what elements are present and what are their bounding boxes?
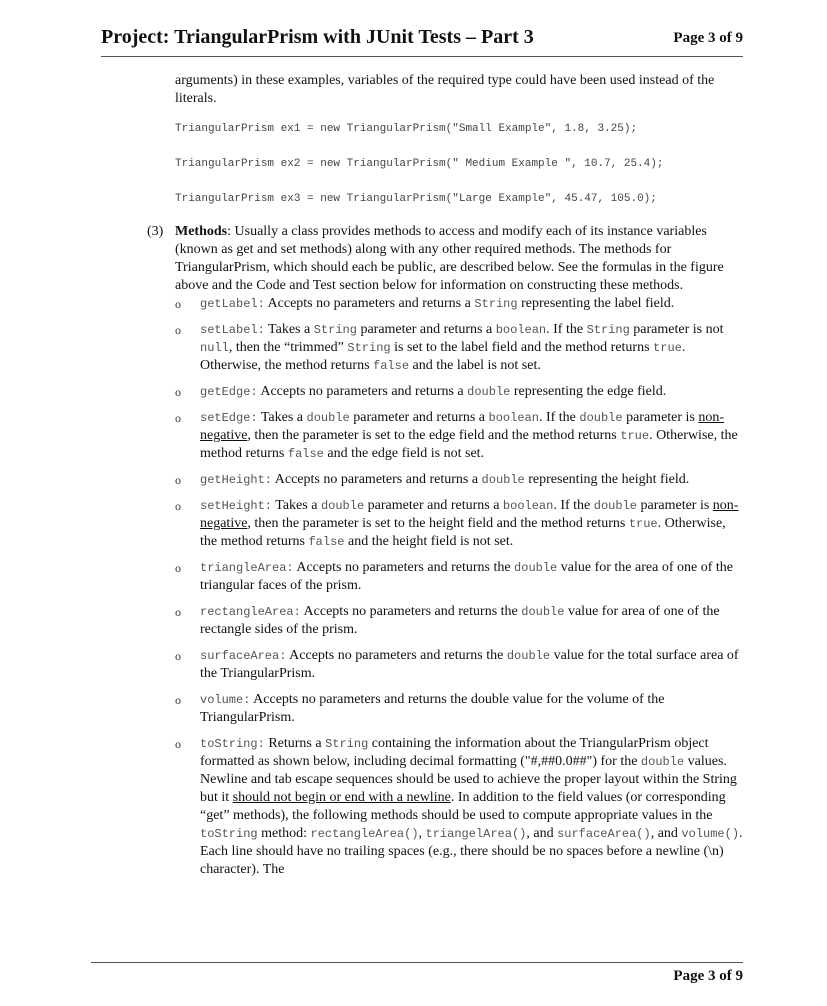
code-line: TriangularPrism ex1 = new TriangularPrism("Small Example", 1.8, 3.25); [175, 123, 638, 135]
text: , then the “trimmed” [228, 340, 348, 355]
code-term: triangelArea() [425, 827, 527, 841]
section-title: Methods [175, 224, 228, 239]
method-item-surfaceArea [175, 647, 745, 683]
code-term: toString [200, 827, 258, 841]
text: representing the label field. [517, 296, 675, 311]
text: parameter is not [629, 322, 724, 337]
intro-paragraph: arguments) in these examples, variables of the required type could have been used instead of the literals. [175, 73, 715, 106]
code-term: String [586, 323, 630, 337]
code-term: surfaceArea() [557, 827, 651, 841]
method-item-setLabel [175, 321, 745, 375]
method-name: surfaceArea: [200, 649, 287, 663]
text: containing the information about the TriangularPrism object formatted as shown below, including decimal formatting ("#,##0.0##") for the [200, 736, 709, 769]
text: parameter and returns a [356, 322, 496, 337]
code-line: TriangularPrism ex3 = new TriangularPrism("Large Example", 45.47, 105.0); [175, 193, 657, 205]
text: Accepts no parameters and returns the [293, 560, 515, 575]
text: Accepts no parameters and returns a [257, 384, 468, 399]
text: . Each line should have no trailing spaces (e.g., there should be no spaces before a newline (\n) character). The [200, 826, 743, 877]
section-intro [175, 223, 745, 295]
method-name: getLabel: [200, 297, 265, 311]
code-term: String [313, 323, 357, 337]
code-term: double [521, 605, 565, 619]
code-term: double [481, 473, 525, 487]
text: . If the [553, 498, 594, 513]
text: representing the height field. [524, 472, 690, 487]
text: . If the [546, 322, 587, 337]
text: value for area of one of the rectangle sides of the prism. [200, 604, 720, 637]
text: and the height field is not set. [344, 534, 514, 549]
text: , then the parameter is set to the height field and the method returns [247, 516, 629, 531]
text: Takes a [272, 498, 321, 513]
code-term: false [308, 535, 345, 549]
methods-section [147, 223, 745, 879]
text: Accepts no parameters and returns the [286, 648, 507, 663]
text: . If the [538, 410, 580, 425]
code-examples [175, 120, 745, 208]
method-name: getEdge: [200, 385, 258, 399]
code-term: String [474, 297, 518, 311]
code-term: String [325, 737, 369, 751]
text: . Otherwise, the method returns [200, 340, 686, 373]
method-item-setEdge [175, 409, 745, 463]
code-term: double [320, 499, 365, 513]
text: parameter is [637, 498, 713, 513]
method-list [175, 295, 745, 879]
method-item-getLabel [175, 295, 745, 313]
code-term: volume() [681, 827, 740, 841]
code-term: false [373, 359, 410, 373]
page-footer [91, 962, 743, 993]
code-term: double [514, 561, 558, 575]
underlined-term: non-negative [200, 410, 725, 443]
text: parameter is [622, 410, 699, 425]
header-page-number: Page 3 of 9 [673, 30, 743, 46]
text: value for the area of one of the triangular faces of the prism. [200, 560, 733, 593]
code-term: boolean [502, 499, 554, 513]
method-name: getHeight: [200, 473, 273, 487]
code-term: boolean [488, 411, 539, 425]
text: , and [650, 826, 682, 841]
text: Takes a [264, 322, 314, 337]
code-term: double [506, 649, 551, 663]
footer-page-number: Page 3 of 9 [673, 968, 743, 984]
text: representing the edge field. [510, 384, 667, 399]
text: is set to the label field and the method returns [390, 340, 654, 355]
text: Takes a [257, 410, 307, 425]
method-item-triangleArea [175, 559, 745, 595]
page-content [147, 72, 745, 887]
text: values. Newline and tab escape sequences should be used to achieve the proper layout within the String but it [200, 754, 737, 805]
text: value for the total surface area of the TriangularPrism. [200, 648, 739, 681]
text: Accepts no parameters and returns the [300, 604, 522, 619]
method-item-setHeight [175, 497, 745, 551]
page-header [101, 24, 743, 57]
text: parameter and returns a [364, 498, 503, 513]
method-name: rectangleArea: [200, 605, 301, 619]
text: parameter and returns a [349, 410, 489, 425]
method-item-getHeight [175, 471, 745, 489]
text: Accepts no parameters and returns the double value for the volume of the TriangularPrism. [200, 692, 665, 725]
code-term: double [640, 755, 685, 769]
method-item-volume [175, 691, 745, 727]
code-line: TriangularPrism ex2 = new TriangularPrism(" Medium Example ", 10.7, 25.4); [175, 158, 664, 170]
text: Returns a [264, 736, 326, 751]
method-item-rectangleArea [175, 603, 745, 639]
method-name: setHeight: [200, 499, 273, 513]
method-name: setLabel: [200, 323, 265, 337]
method-name: setEdge: [200, 411, 258, 425]
code-term: null [200, 341, 229, 355]
underlined-term: non-negative [200, 498, 739, 531]
section-number: (3) [147, 224, 164, 239]
method-name: triangleArea: [200, 561, 294, 575]
code-term: true [653, 341, 682, 355]
underlined-term: should not begin or end with a newline [232, 790, 451, 805]
code-term: double [467, 385, 511, 399]
text: . In addition to the field values (or corresponding “get” methods), the following methods should be used to compute appropriate values in the [200, 790, 726, 823]
text: and the label is not set. [409, 358, 541, 373]
method-name: volume: [200, 693, 251, 707]
text: method: [257, 826, 311, 841]
section-text: : Usually a class provides methods to access and modify each of its instance variables (known as get and set methods) along with any other required methods. The methods for TriangularPrism, which should each be public, are described below. See the formulas in the figure above and the Code and Test section below for information on constructing these methods. [175, 224, 724, 293]
code-term: String [347, 341, 391, 355]
method-name: toString: [200, 737, 265, 751]
code-term: double [593, 499, 637, 513]
text: and the edge field is not set. [323, 446, 485, 461]
code-term: double [579, 411, 623, 425]
code-term: boolean [495, 323, 547, 337]
code-term: rectangleArea() [310, 827, 419, 841]
text: , [418, 826, 426, 841]
header-title: Project: TriangularPrism with JUnit Tests – Part 3 [101, 26, 534, 48]
text: Accepts no parameters and returns a [272, 472, 482, 487]
method-item-toString [175, 735, 745, 879]
text: Accepts no parameters and returns a [264, 296, 475, 311]
text: . Otherwise, the method returns [200, 516, 726, 549]
text: , then the parameter is set to the edge field and the method returns [247, 428, 621, 443]
text: , and [526, 826, 558, 841]
method-item-getEdge [175, 383, 745, 401]
text: . Otherwise, the method returns [200, 428, 738, 461]
code-term: double [306, 411, 350, 425]
code-term: true [628, 517, 658, 531]
code-term: false [287, 447, 324, 461]
code-term: true [620, 429, 650, 443]
